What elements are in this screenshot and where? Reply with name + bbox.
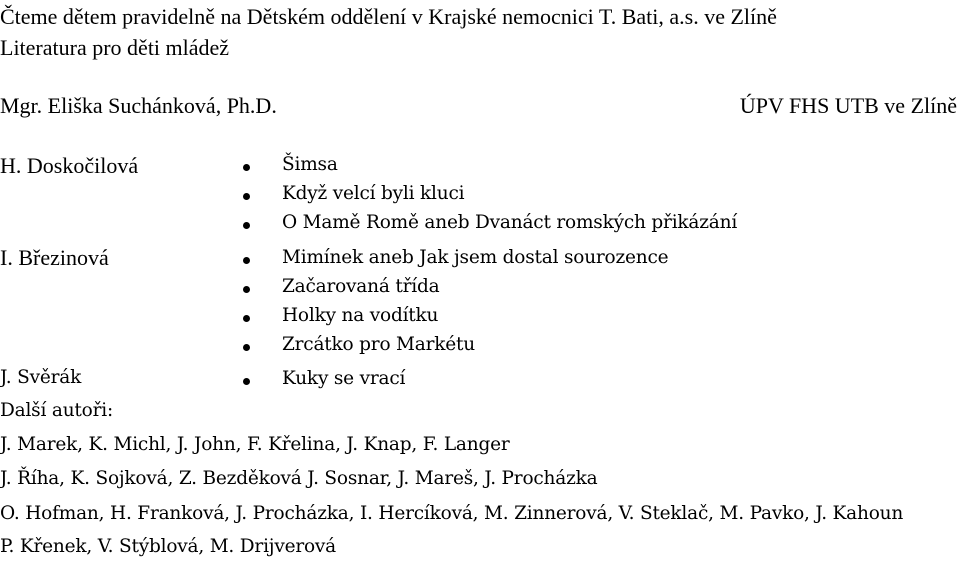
book-title: O Mamě Romě aneb Dvanáct romských přikázání [282,212,738,233]
heading-line-1: Čteme dětem pravidelně na Dětském oddělení v Krajské nemocnici T. Bati, a.s. ve Zlíně [0,4,777,29]
other-authors-line: J. Marek, K. Michl, J. John, F. Křelina, J. Knap, F. Langer [0,434,510,455]
other-authors-heading: Další autoři: [0,400,113,421]
author-doskocilova: H. Doskočilová [0,153,139,178]
other-authors-line: J. Říha, K. Sojková, Z. Bezděková J. Sosnar, J. Mareš, J. Procházka [0,468,598,489]
bullet-icon [243,257,250,264]
bullet-icon [243,315,250,322]
book-title: Zrcátko pro Markétu [282,334,475,355]
book-title: Mimínek aneb Jak jsem dostal sourozence [282,247,669,268]
author-brezinova: I. Březinová [0,245,109,270]
book-title: Kuky se vrací [282,368,406,389]
bullet-icon [243,344,250,351]
author-sverak: J. Svěrák [0,367,82,388]
other-authors-line: O. Hofman, H. Franková, J. Procházka, I. Hercíková, M. Zinnerová, V. Steklač, M. Pavko, J. Kahoun [0,503,904,524]
book-title: Holky na vodítku [282,305,439,326]
bullet-icon [243,193,250,200]
book-title: Začarovaná třída [282,276,440,297]
heading-line-2: Literatura pro děti mládež [0,35,230,60]
book-title: Když velcí byli kluci [282,183,465,204]
other-authors-line: P. Křenek, V. Stýblová, M. Drijverová [0,536,336,557]
institution-name: ÚPV FHS UTB ve Zlíně [739,93,957,118]
presenter-name: Mgr. Eliška Suchánková, Ph.D. [0,93,277,118]
bullet-icon [243,286,250,293]
book-title: Šimsa [282,154,338,175]
bullet-icon [243,222,250,229]
bullet-icon [243,164,250,171]
bullet-icon [243,378,250,385]
